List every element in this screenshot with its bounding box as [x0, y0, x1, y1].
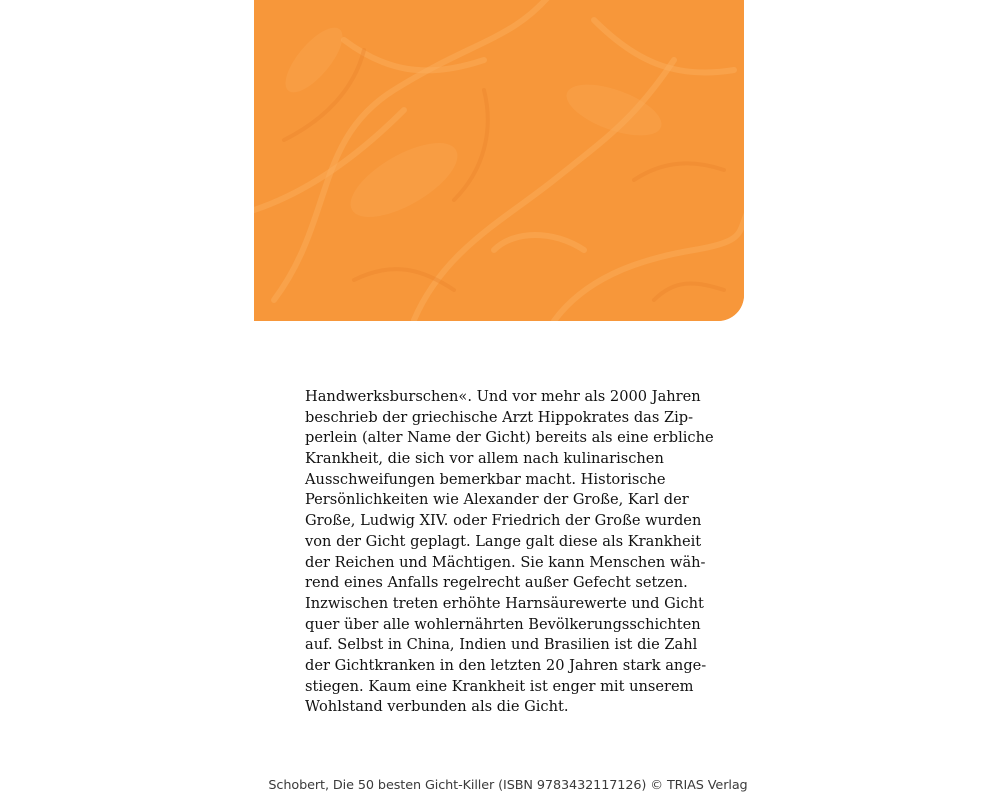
- text-line: auf. Selbst in China, Indien und Brasilien ist die Zahl: [305, 636, 698, 654]
- text-line: von der Gicht geplagt. Lange galt diese als Krankheit: [305, 532, 702, 550]
- body-paragraph: [305, 387, 714, 718]
- text-line: stiegen. Kaum eine Krankheit ist enger mit unserem: [305, 677, 694, 695]
- copyright-footer: Schobert, Die 50 besten Gicht-Killer (ISBN 9783432117126) © TRIAS Verlag: [268, 778, 748, 793]
- swirl-pattern-graphic: [254, 0, 744, 321]
- text-line: Wohlstand verbunden als die Gicht.: [305, 698, 569, 716]
- text-line: perlein (alter Name der Gicht) bereits als eine erbliche: [305, 429, 714, 447]
- text-line: Handwerksburschen«. Und vor mehr als 2000 Jahren: [305, 388, 701, 405]
- orange-decorative-image: [254, 0, 744, 321]
- text-line: Große, Ludwig XIV. oder Friedrich der Große wurden: [305, 512, 702, 530]
- text-line: beschrieb der griechische Arzt Hippokrates das Zip-: [305, 408, 694, 426]
- text-line: Persönlichkeiten wie Alexander der Große, Karl der: [305, 491, 689, 509]
- text-line: Krankheit, die sich vor allem nach kulinarischen: [305, 450, 664, 468]
- text-line: Ausschweifungen bemerkbar macht. Historische: [305, 470, 666, 488]
- text-line: Inzwischen treten erhöhte Harnsäurewerte und Gicht: [305, 594, 704, 612]
- text-line: der Gichtkranken in den letzten 20 Jahren stark ange-: [305, 656, 707, 674]
- text-line: der Reichen und Mächtigen. Sie kann Menschen wäh-: [305, 553, 706, 571]
- text-line: quer über alle wohlernährten Bevölkerungsschichten: [305, 615, 701, 633]
- text-line: rend eines Anfalls regelrecht außer Gefecht setzen.: [305, 574, 688, 592]
